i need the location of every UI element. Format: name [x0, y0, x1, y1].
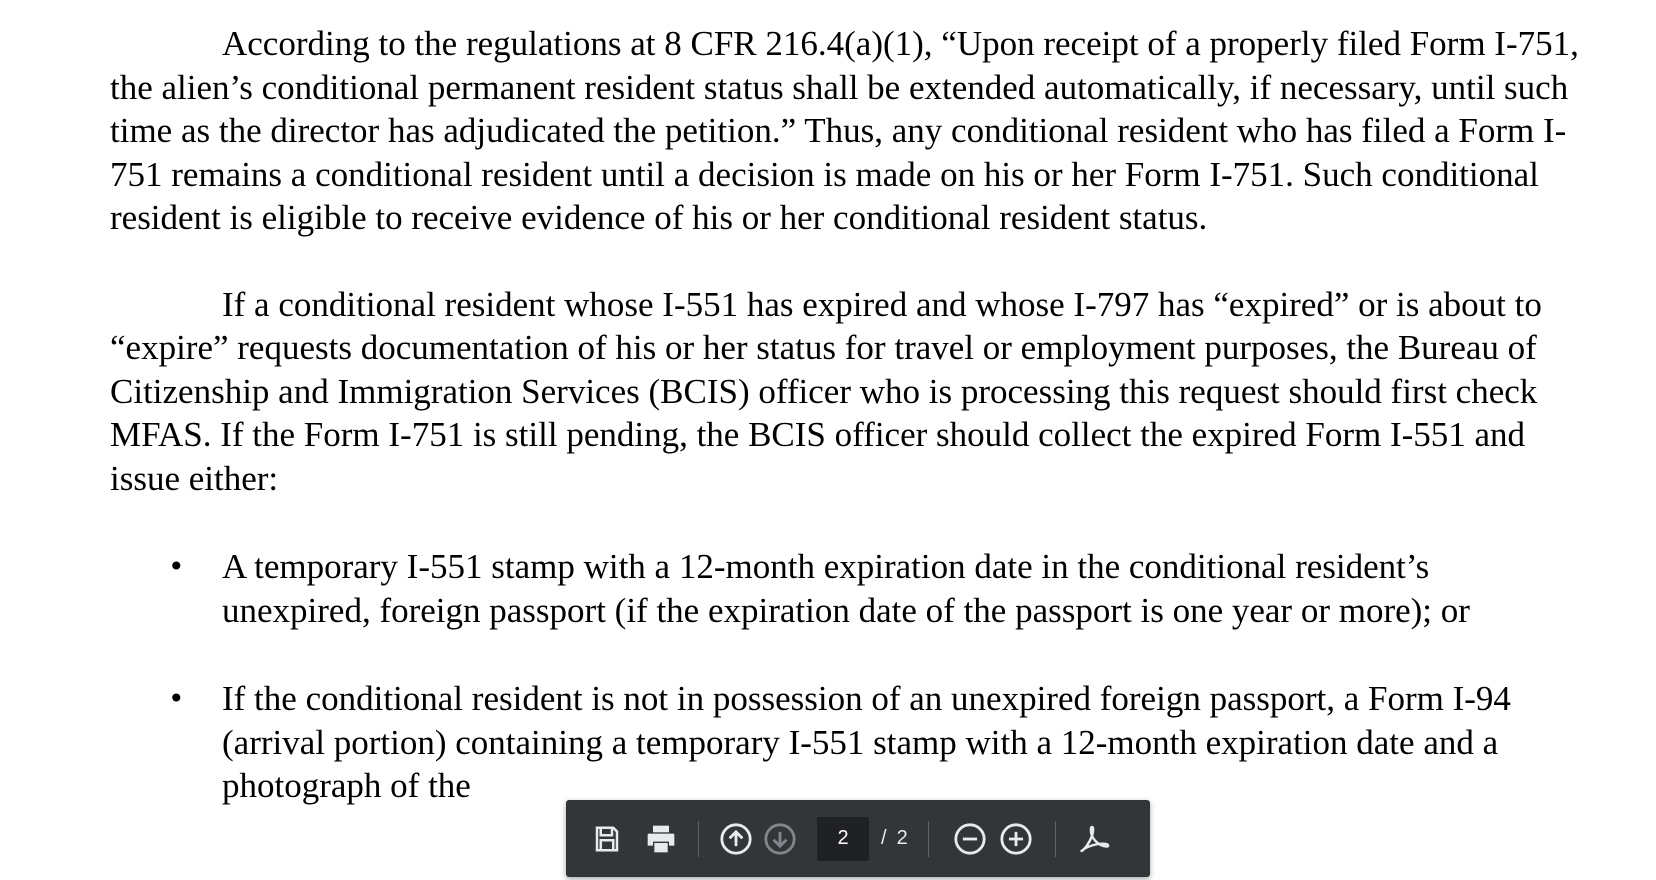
toolbar-divider [698, 821, 699, 857]
zoom-out-button[interactable] [949, 818, 991, 860]
page-separator: / [881, 827, 887, 849]
zoom-out-icon [953, 822, 987, 856]
zoom-in-icon [999, 822, 1033, 856]
previous-page-button[interactable] [715, 818, 757, 860]
previous-page-icon [719, 822, 753, 856]
list-item [110, 545, 1580, 632]
zoom-in-button[interactable] [995, 818, 1037, 860]
paragraph-1: According to the regulations at 8 CFR 216.4(a)(1), “Upon receipt of a properly filed Form I-751, the alien’s conditional permanent resident status shall be extended automatically, if necessary, until such time as the director has adjudicated the petition.” Thus, any conditional resident who has filed a Form I-751 remains a conditional resident until a decision is made on his or her Form I-751. Such conditional resident is eligible to receive evidence of his or her conditional resident status. [110, 24, 1579, 237]
print-icon [644, 823, 678, 855]
next-page-icon [763, 822, 797, 856]
acrobat-button[interactable] [1074, 818, 1116, 860]
save-button[interactable] [586, 818, 628, 860]
page-number-input[interactable]: 2 [817, 817, 869, 861]
next-page-button[interactable] [759, 818, 801, 860]
bullet-text: A temporary I-551 stamp with a 12-month expiration date in the conditional resident’s unexpired, foreign passport (if the expiration date of the passport is one year or more); or [222, 547, 1470, 630]
acrobat-icon [1077, 821, 1113, 857]
bullet-marker: • [168, 682, 185, 715]
page-count [881, 827, 908, 850]
pdf-toolbar [566, 800, 1150, 877]
toolbar-divider [928, 821, 929, 857]
save-icon [592, 824, 622, 854]
total-pages: 2 [896, 827, 908, 849]
document-page [110, 22, 1580, 808]
list-item [110, 677, 1580, 808]
paragraph-2: If a conditional resident whose I-551 has expired and whose I-797 has “expired” or is about to “expire” requests documentation of his or her status for travel or employment purposes, the Bureau of Citizenship and Immigration Services (BCIS) officer who is processing this request should first check MFAS. If the Form I-751 is still pending, the BCIS officer should collect the expired Form I-551 and issue either: [110, 284, 1542, 498]
bullet-marker: • [168, 550, 185, 583]
toolbar-divider [1055, 821, 1056, 857]
print-button[interactable] [640, 818, 682, 860]
bullet-list [110, 545, 1580, 808]
bullet-text: If the conditional resident is not in possession of an unexpired foreign passport, a Form I-94 (arrival portion) containing a temporary I-551 stamp with a 12-month expiration date and a photograph of the [222, 679, 1511, 805]
